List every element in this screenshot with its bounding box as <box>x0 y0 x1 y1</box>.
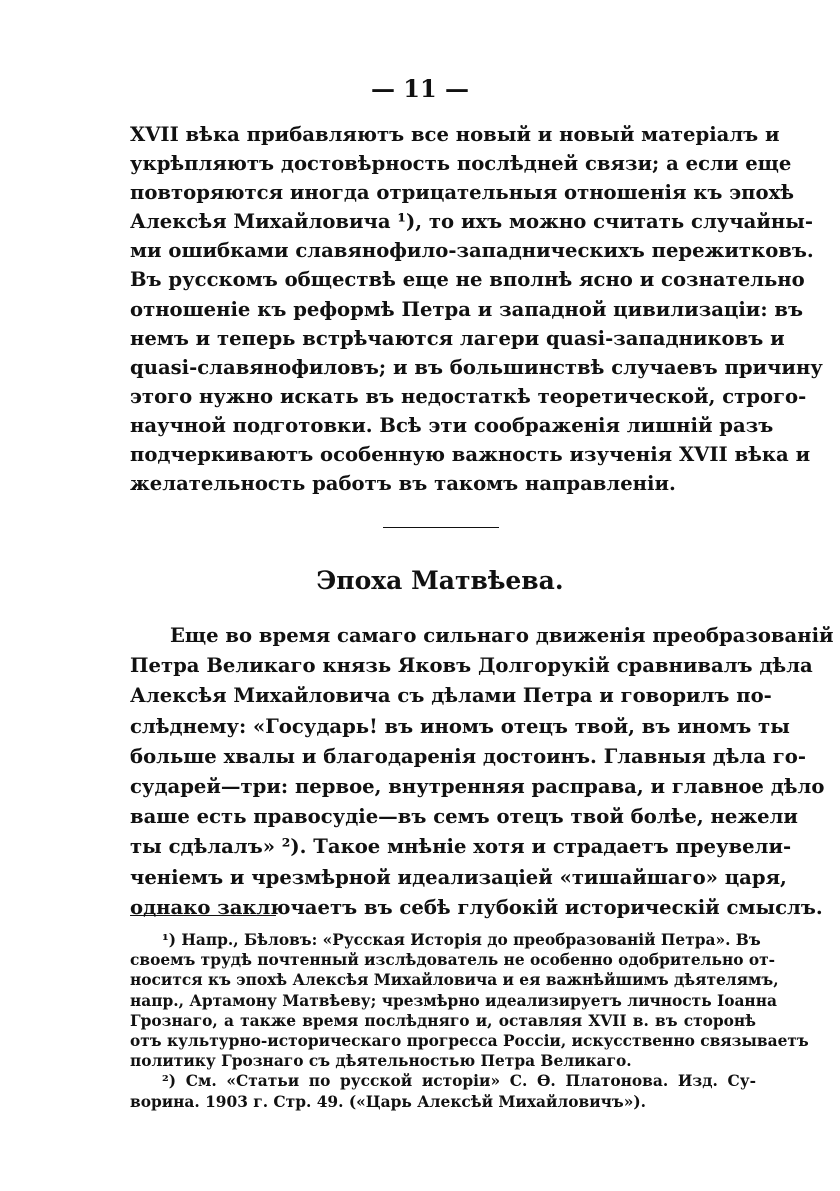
footnote-line: Грознаго, а также время послѣдняго и, оставляя XVII в. въ сторонѣ <box>130 1011 756 1030</box>
page-number: — 11 — <box>370 74 470 103</box>
text-line: этого нужно искать въ недостаткѣ теоретической, строго- <box>130 384 807 408</box>
text-line: подчеркиваютъ особенную важность изученія XVII вѣка и <box>130 443 811 467</box>
text-line: XVII вѣка прибавляютъ все новый и новый матеріалъ и <box>130 123 780 146</box>
text-line: Еще во время самаго сильнаго движенія преобразованій <box>170 624 834 647</box>
footnotes <box>130 930 809 1112</box>
text-line: отношеніе къ реформѣ Петра и западной цивилизаціи: въ <box>130 297 804 321</box>
footnote-line: напр., Артамону Матвѣеву; чрезмѣрно идеализируетъ личность Іоанна <box>130 991 777 1010</box>
text-line: ваше есть правосудіе—въ семъ отецъ твой болѣе, нежели <box>130 805 798 829</box>
text-line: слѣднему: «Государь! въ иномъ отецъ твой, въ иномъ ты <box>130 714 790 738</box>
text-line: quasi-славянофиловъ; и въ большинствѣ случаевъ причину <box>130 355 823 379</box>
text-line: ченіемъ и чрезмѣрной идеализаціей «тишайшаго» царя, <box>130 865 787 889</box>
intro-paragraph <box>130 120 823 498</box>
section-title: Эпоха Матвѣева. <box>316 566 564 595</box>
text-line: Въ русскомъ обществѣ еще не вполнѣ ясно и сознательно <box>130 268 805 292</box>
footnote-divider <box>130 915 276 916</box>
text-line: Петра Великаго князь Яковъ Долгорукій сравнивалъ дѣла <box>130 654 813 678</box>
text-line: ми ошибками славянофило-западническихъ пережитковъ. <box>130 239 814 263</box>
text-line: желательность работъ въ такомъ направленіи. <box>130 472 676 496</box>
footnote-line: отъ культурно-историческаго прогресса Россіи, искусственно связываетъ <box>130 1031 809 1050</box>
text-line: Алексѣя Михайловича ¹), то ихъ можно считать случайны- <box>130 210 813 234</box>
footnote-line: политику Грознаго съ дѣятельностью Петра Великаго. <box>130 1052 632 1071</box>
footnote-line: ²) См. «Статьи по русской исторіи» С. Ѳ. Платонова. Изд. Су- <box>162 1072 756 1091</box>
text-line: немъ и теперь встрѣчаются лагери quasi-западниковъ и <box>130 326 785 350</box>
text-line: ты сдѣлалъ» ²). Такое мнѣніе хотя и страдаетъ преувели- <box>130 835 792 859</box>
text-line: однако заключаетъ въ себѣ глубокій историческій смыслъ. <box>130 895 823 919</box>
text-line: научной подготовки. Всѣ эти соображенія лишній разъ <box>130 413 774 437</box>
text-line: больше хвалы и благодаренія достоинъ. Главныя дѣла го- <box>130 744 807 768</box>
text-line: повторяются иногда отрицательныя отношенія къ эпохѣ <box>130 181 795 205</box>
text-line: сударей—три: первое, внутренняя расправа, и главное дѣло <box>130 774 825 798</box>
footnote-line: своемъ трудѣ почтенный изслѣдователь не особенно одобрительно от- <box>130 951 776 970</box>
footnote-line: ¹) Напр., Бѣловъ: «Русская Исторія до преобразованій Петра». Въ <box>162 931 761 949</box>
footnote-line: ворина. 1903 г. Стр. 49. («Царь Алексѣй Михайловичъ»). <box>130 1092 646 1111</box>
text-line: Алексѣя Михайловича съ дѣлами Петра и говорилъ по- <box>130 684 772 708</box>
main-paragraph <box>130 621 834 923</box>
footnote-line: носится къ эпохѣ Алексѣя Михайловича и ея важнѣйшимъ дѣятелямъ, <box>130 971 779 990</box>
text-line: укрѣпляютъ достовѣрность послѣдней связи; а если еще <box>130 152 792 176</box>
section-divider <box>383 527 499 528</box>
